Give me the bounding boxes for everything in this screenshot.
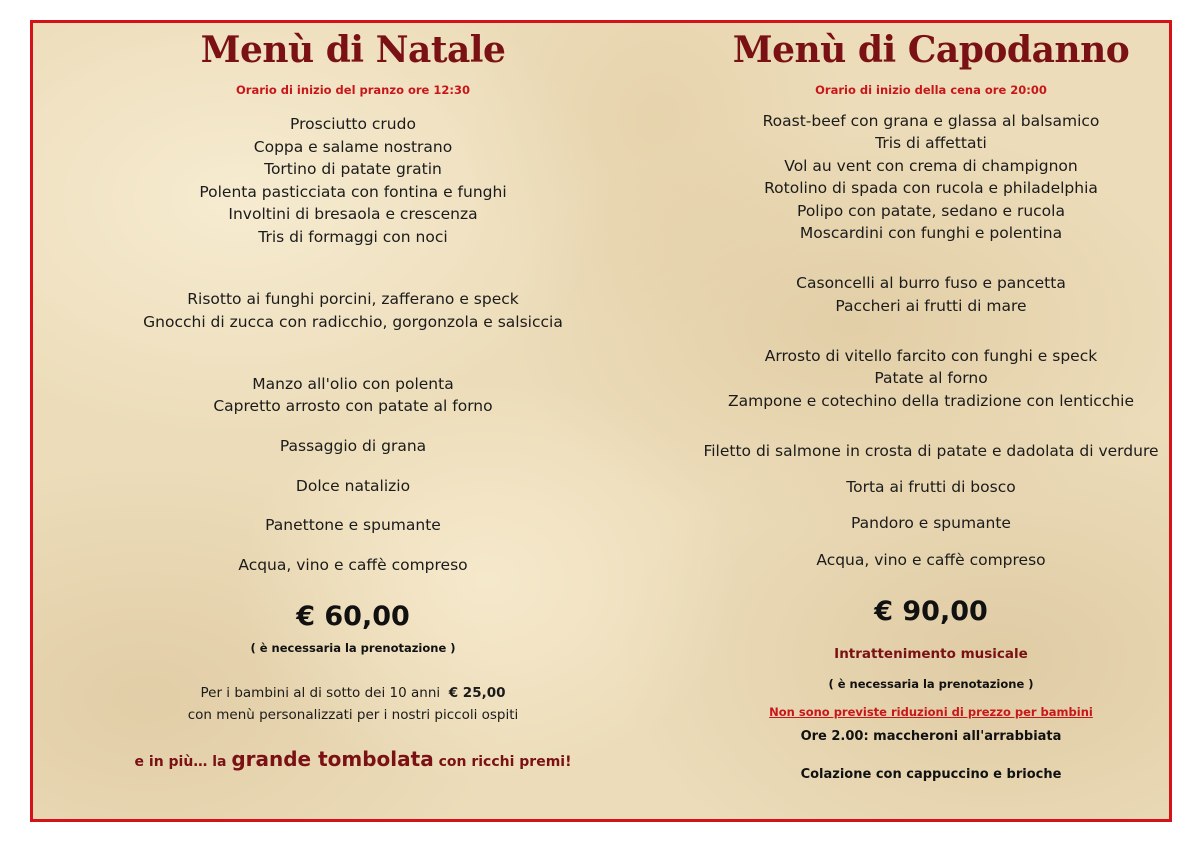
menu-item: Tortino di patate gratin [264,160,442,178]
new-year-dinner-time: Orario di inizio della cena ore 20:00 [815,83,1047,97]
christmas-menu-title: Menù di Natale [200,29,506,71]
menu-item: Rotolino di spada con rucola e philadelphia [764,179,1098,197]
kids-menu-line: con menù personalizzati per i nostri piccoli ospiti [187,707,519,723]
menu-item: Acqua, vino e caffè compreso [816,551,1046,569]
menu-item: Roast-beef con grana e glassa al balsamico [762,112,1100,130]
menu-item: Paccheri ai frutti di mare [835,297,1027,315]
kids-price-line [63,685,643,701]
menu-item: Casoncelli al burro fuso e pancetta [796,274,1066,292]
no-kids-discount-note: Non sono previste riduzioni di prezzo per bambini [769,705,1093,719]
menu-item: Manzo all'olio con polenta [252,375,454,393]
booking-note: ( è necessaria la prenotazione ) [828,677,1034,691]
menu-item: Patate al forno [874,369,988,387]
menu-item: Vol au vent con crema di champignon [784,157,1078,175]
tombola-highlight: grande tombolata [231,747,434,771]
menu-item: Coppa e salame nostrano [253,138,453,156]
menu-item: Zampone e cotechino della tradizione con lenticchie [727,392,1135,410]
menu-item: Gnocchi di zucca con radicchio, gorgonzola e salsiccia [143,313,563,331]
menu-item: Capretto arrosto con patate al forno [213,397,493,415]
late-snack-note: Ore 2.00: maccheroni all'arrabbiata [800,729,1062,744]
menu-item: Prosciutto crudo [290,115,416,133]
menu-item: Involtini di bresaola e crescenza [228,205,478,223]
entertainment-note: Intrattenimento musicale [834,646,1028,662]
menu-item: Polenta pasticciata con fontina e funghi [199,183,507,201]
tombola-pre: e in più… la [134,754,227,770]
tombola-post: con ricchi premi! [438,754,572,770]
kids-age-text: Per i bambini al di sotto dei 10 anni [200,685,441,701]
menu-item: Filetto di salmone in crosta di patate e dadolata di verdure [703,442,1159,460]
breakfast-note: Colazione con cappuccino e brioche [800,767,1062,782]
booking-note: ( è necessaria la prenotazione ) [250,641,456,655]
menu-item: Panettone e spumante [265,516,441,534]
menu-card [30,20,1172,822]
menu-item: Tris di affettati [875,134,987,152]
menu-item: Acqua, vino e caffè compreso [238,556,468,574]
menu-item: Dolce natalizio [295,477,411,495]
christmas-lunch-time: Orario di inizio del pranzo ore 12:30 [236,83,470,97]
tombola-banner [63,747,643,771]
christmas-price: € 60,00 [296,601,410,632]
menu-item: Passaggio di grana [279,437,427,455]
new-year-price: € 90,00 [874,596,988,627]
menu-item: Torta ai frutti di bosco [846,478,1016,496]
menu-item: Tris di formaggi con noci [258,228,448,246]
kids-price: € 25,00 [448,685,506,701]
menu-item: Risotto ai funghi porcini, zafferano e speck [187,290,519,308]
menu-item: Polipo con patate, sedano e rucola [797,202,1065,220]
menu-item: Arrosto di vitello farcito con funghi e speck [764,347,1098,365]
menu-item: Moscardini con funghi e polentina [799,224,1063,242]
menu-item: Pandoro e spumante [851,514,1011,532]
new-year-menu-title: Menù di Capodanno [732,29,1130,71]
